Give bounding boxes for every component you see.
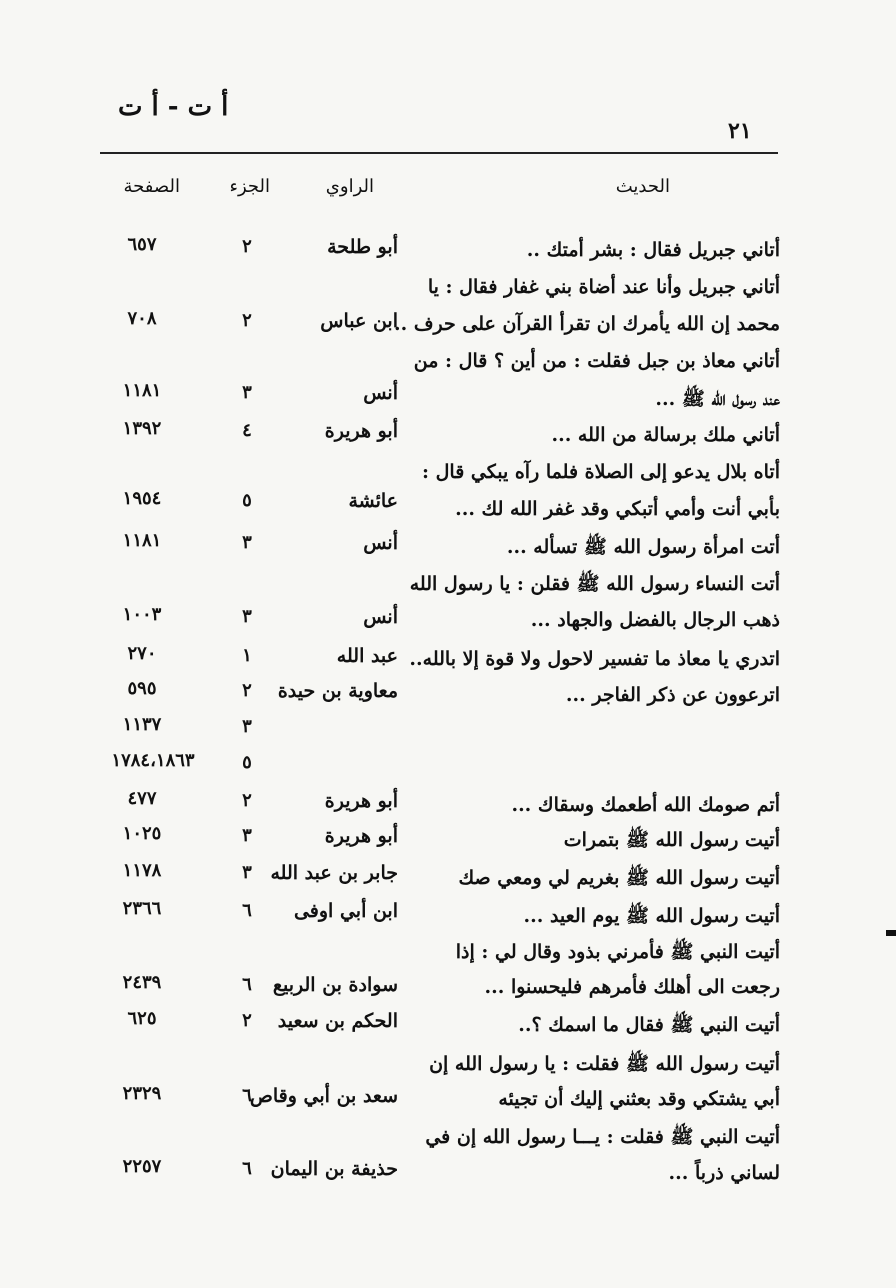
page-cell: ١٠٠٣ (122, 604, 162, 625)
narrator-cell: الحكم بن سعيد (277, 1010, 398, 1032)
page-cell: ٦٥٧ (127, 234, 157, 255)
hadith-line: محمد إن الله يأمرك ان تقرأ القرآن على حرف .. (393, 313, 780, 335)
header-rule (100, 152, 778, 154)
hadith-line: أتيت النبي ﷺ فقلت : يـــا رسول الله إن في (425, 1126, 780, 1148)
hadith-line: أتيت رسول الله ﷺ بغريم لي ومعي صك (458, 867, 780, 889)
narrator-cell: ابن أبي اوفى (293, 900, 398, 922)
hadith-line: أتيت النبي ﷺ فقال ما اسمك ؟.. (518, 1014, 780, 1036)
volume-cell: ٥ (242, 752, 252, 773)
hadith-line: ذهب الرجال بالفضل والجهاد ... (530, 609, 780, 631)
hadith-line: أتيت النبي ﷺ فأمرني بذود وقال لي : إذا (455, 941, 780, 963)
hadith-line: أتاه بلال يدعو إلى الصلاة فلما رآه يبكي قال : (421, 461, 780, 483)
narrator-cell: سعد بن أبي وقاص (249, 1085, 398, 1107)
volume-cell: ٢ (242, 310, 252, 331)
page-cell: ٢٣٦٦ (122, 898, 162, 919)
column-header-narrator: الراوي (325, 176, 374, 197)
volume-cell: ١ (242, 645, 252, 666)
volume-cell: ٣ (242, 606, 252, 627)
narrator-cell: أبو طلحة (327, 236, 398, 258)
hadith-line: أتيت رسول الله ﷺ بتمرات (563, 829, 780, 851)
hadith-line: أتت امرأة رسول الله ﷺ تسأله ... (506, 536, 780, 558)
hadith-line: أتت النساء رسول الله ﷺ فقلن : يا رسول الله (409, 573, 780, 595)
hadith-line: أتاني جبريل وأنا عند أضاة بني غفار فقال : يا (427, 276, 780, 298)
hadith-line: اترعوون عن ذكر الفاجر ... (565, 684, 780, 706)
volume-cell: ٣ (242, 825, 252, 846)
scan-edge-mark (886, 930, 896, 936)
narrator-cell: سوادة بن الربيع (272, 974, 398, 996)
hadith-line: أتاني جبريل فقال : بشر أمتك .. (526, 239, 780, 261)
page-cell: ١٩٥٤ (122, 488, 162, 509)
volume-cell: ٣ (242, 382, 252, 403)
hadith-line: اتدري يا معاذ ما تفسير لاحول ولا قوة إلا بالله.. (409, 648, 780, 670)
page-cell: ٢٣٢٩ (122, 1083, 162, 1104)
volume-cell: ٦ (242, 900, 252, 921)
hadith-line: لساني ذرباً ... (668, 1162, 780, 1184)
page-cell: ٢٢٥٧ (122, 1156, 162, 1177)
page-cell: ١٧٨٤،١٨٦٣ (111, 750, 195, 771)
volume-cell: ٦ (242, 1158, 252, 1179)
page-cell: ٢٧٠ (127, 643, 157, 664)
hadith-line: أتيت رسول الله ﷺ فقلت : يا رسول الله إن (429, 1053, 780, 1075)
volume-cell: ٢ (242, 236, 252, 257)
hadith-line: أتيت رسول الله ﷺ يوم العيد ... (523, 905, 780, 927)
narrator-cell: أبو هريرة (324, 420, 398, 442)
page-cell: ١٠٢٥ (122, 823, 162, 844)
volume-cell: ٢ (242, 680, 252, 701)
volume-cell: ٣ (242, 862, 252, 883)
narrator-cell: ابن عباس (320, 310, 398, 332)
column-header-page: الصفحة (123, 176, 180, 197)
page-cell: ١٣٩٢ (122, 418, 162, 439)
column-header-hadith: الحديث (615, 176, 670, 197)
page-cell: ٤٧٧ (127, 788, 157, 809)
narrator-cell: أنس (363, 532, 398, 554)
page-number: ٢١ (728, 118, 752, 144)
narrator-cell: أبو هريرة (324, 790, 398, 812)
hadith-line: رجعت الى أهلك فأمرهم فليحسنوا ... (484, 976, 780, 998)
page-cell: ١١٣٧ (122, 714, 162, 735)
page-cell: ٧٠٨ (127, 308, 157, 329)
narrator-cell: عائشة (348, 490, 398, 512)
page-cell: ٥٩٥ (127, 678, 157, 699)
volume-cell: ٣ (242, 716, 252, 737)
page-cell: ٢٤٣٩ (122, 972, 162, 993)
volume-cell: ٦ (242, 974, 252, 995)
volume-cell: ٢ (242, 790, 252, 811)
section-heading: أ ت - أ ت (118, 92, 229, 122)
hadith-line: أتاني ملك برسالة من الله ... (551, 424, 780, 446)
column-header-volume: الجزء (229, 176, 270, 197)
volume-cell: ٥ (242, 490, 252, 511)
page-cell: ١١٧٨ (122, 860, 162, 881)
page-cell: ١١٨١ (122, 380, 162, 401)
page-cell: ٦٢٥ (127, 1008, 157, 1029)
hadith-line: أتم صومك الله أطعمك وسقاك ... (511, 794, 780, 816)
narrator-cell: جابر بن عبد الله (270, 862, 398, 884)
narrator-cell: معاوية بن حيدة (277, 680, 398, 702)
hadith-line: بأبي أنت وأمي أتبكي وقد غفر الله لك ... (455, 498, 780, 520)
narrator-cell: أبو هريرة (324, 825, 398, 847)
narrator-cell: حذيفة بن اليمان (270, 1158, 398, 1180)
page-cell: ١١٨١ (122, 530, 162, 551)
hadith-line: أتاني معاذ بن جبل فقلت : من أين ؟ قال : من (413, 350, 780, 372)
hadith-line: أبي يشتكي وقد بعثني إليك أن تجيئه (498, 1088, 780, 1110)
narrator-cell: عبد الله (336, 645, 398, 667)
volume-cell: ٦ (242, 1085, 252, 1106)
narrator-cell: أنس (363, 606, 398, 628)
hadith-line: عند رسول الله ﷺ ... (655, 388, 780, 410)
volume-cell: ٣ (242, 532, 252, 553)
volume-cell: ٤ (242, 420, 252, 441)
volume-cell: ٢ (242, 1010, 252, 1031)
narrator-cell: أنس (363, 382, 398, 404)
